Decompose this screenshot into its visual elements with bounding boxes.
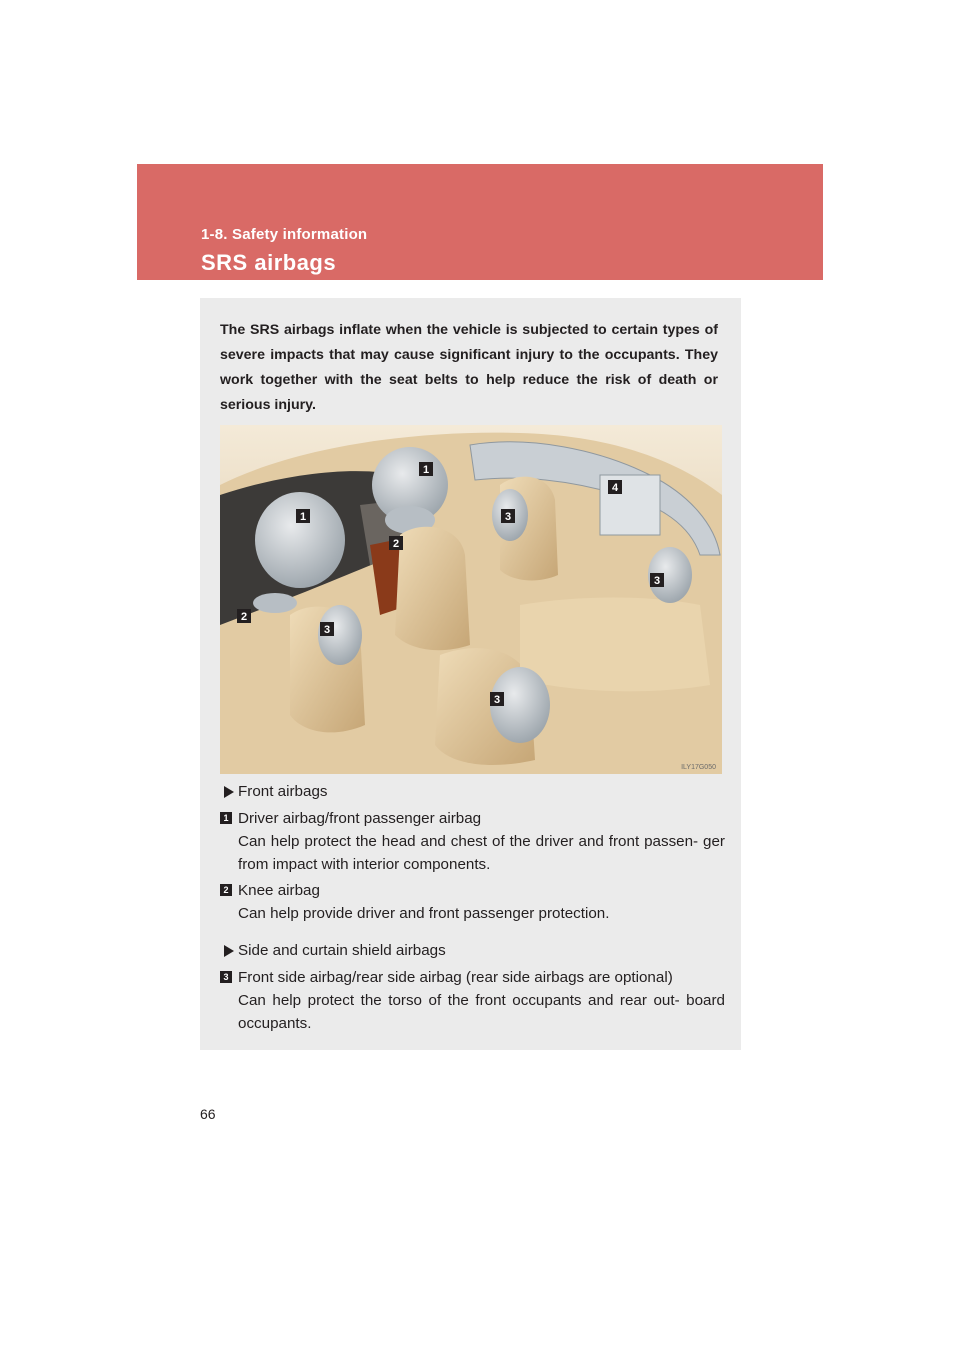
list-item [220, 966, 725, 1035]
svg-text:2: 2 [240, 611, 248, 623]
item-description: Can help protect the torso of the front occupants and rear out- board occupants. [238, 992, 725, 1032]
svg-text:2: 2 [392, 538, 400, 550]
section-label: 1-8. Safety information [201, 226, 368, 243]
content-panel [200, 298, 741, 1050]
svg-text:3: 3 [323, 624, 331, 636]
illustration-code: ILY17G050 [681, 764, 716, 771]
list-item [220, 879, 725, 925]
callout-3-rear-left-side [490, 692, 504, 706]
callout-3-driver-side [320, 622, 334, 636]
callout-2-driver-knee [237, 609, 251, 623]
item-title: Knee airbag [238, 882, 320, 899]
group-heading-front: Front airbags [220, 780, 725, 804]
callout-2-passenger-knee [389, 536, 403, 550]
list-item [220, 807, 725, 876]
number-badge: 1 [220, 812, 232, 824]
number-badge: 3 [220, 971, 232, 983]
svg-text:1: 1 [422, 464, 430, 476]
callout-3-rear-right-side [650, 573, 664, 587]
number-badge: 2 [220, 884, 232, 896]
item-title: Driver airbag/front passenger airbag [238, 810, 482, 827]
callout-4-curtain [608, 480, 622, 494]
callout-1-passenger [419, 462, 433, 476]
callout-1-driver [296, 509, 310, 523]
page-number: 66 [200, 1106, 216, 1122]
intro-paragraph: The SRS airbags inflate when the vehicle is subjected to certain types of severe impacts that may cause significant injury to the occupants. They work together with the seat belts to help reduce the risk of death or serious injury. [220, 322, 718, 413]
svg-text:3: 3 [493, 694, 501, 706]
arrow-icon [224, 786, 234, 798]
item-title: Front side airbag/rear side airbag (rear side airbags are optional) [238, 969, 673, 986]
item-description: Can help provide driver and front passenger protection. [238, 905, 610, 922]
svg-text:3: 3 [653, 575, 661, 587]
group-heading-side: Side and curtain shield airbags [220, 939, 725, 963]
arrow-icon [224, 945, 234, 957]
item-description: Can help protect the head and chest of the driver and front passen- ger from impact with interior components. [238, 833, 725, 873]
chapter-header [137, 164, 823, 280]
car-interior-drawing [220, 425, 722, 774]
airbag-illustration [220, 425, 722, 774]
svg-text:3: 3 [504, 511, 512, 523]
page-title: SRS airbags [201, 250, 337, 275]
airbag-list [220, 780, 725, 1035]
callout-3-rear-passenger-side [501, 509, 515, 523]
svg-text:1: 1 [299, 511, 307, 523]
svg-text:4: 4 [611, 482, 619, 494]
